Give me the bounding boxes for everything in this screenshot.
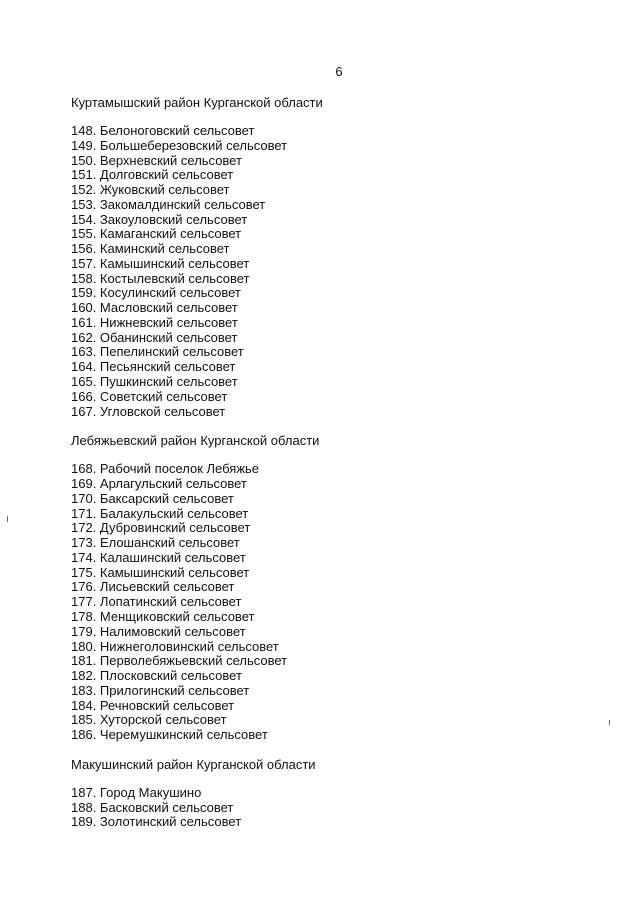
list-item: 168. Рабочий поселок Лебяжье xyxy=(71,461,260,477)
list-item: 175. Камышинский сельсовет xyxy=(71,564,250,580)
section-title: Лебяжьевский район Курганской области xyxy=(71,433,320,449)
scan-artifact-mark xyxy=(7,516,8,522)
list-item: 169. Арлагульский сельсовет xyxy=(71,476,247,492)
list-item: 171. Балакульский сельсовет xyxy=(71,505,249,521)
list-item: 161. Нижневский сельсовет xyxy=(71,314,238,330)
list-item: 187. Город Макушино xyxy=(71,784,202,800)
list-item: 151. Долговский сельсовет xyxy=(71,167,234,183)
district-section xyxy=(71,433,591,743)
list-item: 183. Прилогинский сельсовет xyxy=(71,682,250,698)
list-item: 160. Масловский сельсовет xyxy=(71,300,238,316)
entry-list xyxy=(71,786,591,830)
list-item: 166. Советский сельсовет xyxy=(71,388,228,404)
list-item: 156. Каминский сельсовет xyxy=(71,241,230,257)
page-number: 6 xyxy=(335,64,343,79)
list-item: 185. Хуторской сельсовет xyxy=(71,712,227,728)
list-item: 179. Налимовский сельсовет xyxy=(71,623,246,639)
section-title: Куртамышский район Курганской области xyxy=(71,95,323,110)
list-item: 188. Басковский сельсовет xyxy=(71,799,234,815)
list-item: 170. Баксарский сельсовет xyxy=(71,490,234,506)
list-item: 149. Большеберезовский сельсовет xyxy=(71,137,288,153)
list-item: 172. Дубровинский сельсовет xyxy=(71,520,251,536)
list-item: 189. Золотинский сельсовет xyxy=(71,814,242,830)
list-item: 158. Костылевский сельсовет xyxy=(71,270,250,286)
district-section xyxy=(71,757,591,830)
list-item: 174. Калашинский сельсовет xyxy=(71,549,246,565)
list-item: 180. Нижнеголовинский сельсовет xyxy=(71,638,279,654)
section-title: Макушинский район Курганской области xyxy=(71,756,316,772)
entry-list xyxy=(71,462,591,743)
list-item: 184. Речновский сельсовет xyxy=(71,697,235,713)
list-item: 159. Косулинский сельсовет xyxy=(71,285,241,301)
list-item: 153. Закомалдинский сельсовет xyxy=(71,196,266,212)
entry-list xyxy=(71,124,591,419)
list-item: 155. Камаганский сельсовет xyxy=(71,226,242,242)
list-item: 152. Жуковский сельсовет xyxy=(71,182,230,198)
list-item: 186. Черемушкинский сельсовет xyxy=(71,727,268,743)
list-item: 150. Верхневский сельсовет xyxy=(71,152,242,168)
list-item: 165. Пушкинский сельсовет xyxy=(71,374,238,390)
list-item: 163. Пепелинский сельсовет xyxy=(71,344,244,360)
list-item: 177. Лопатинский сельсовет xyxy=(71,594,242,610)
list-item: 157. Камышинский сельсовет xyxy=(71,255,250,271)
list-item: 162. Обанинский сельсовет xyxy=(71,329,238,345)
scan-artifact-mark xyxy=(609,720,610,725)
list-item: 178. Менщиковский сельсовет xyxy=(71,608,255,624)
list-item: 173. Елошанский сельсовет xyxy=(71,535,240,551)
list-item: 181. Перволебяжьевский сельсовет xyxy=(71,653,288,669)
list-item: 167. Угловской сельсовет xyxy=(71,403,226,419)
list-item: 164. Песьянский сельсовет xyxy=(71,359,236,375)
document-body xyxy=(71,95,591,844)
district-section xyxy=(71,95,591,419)
list-item: 148. Белоноговский сельсовет xyxy=(71,123,255,138)
list-item: 176. Лисьевский сельсовет xyxy=(71,579,235,595)
list-item: 154. Закоуловский сельсовет xyxy=(71,211,248,227)
list-item: 182. Плосковский сельсовет xyxy=(71,668,242,684)
